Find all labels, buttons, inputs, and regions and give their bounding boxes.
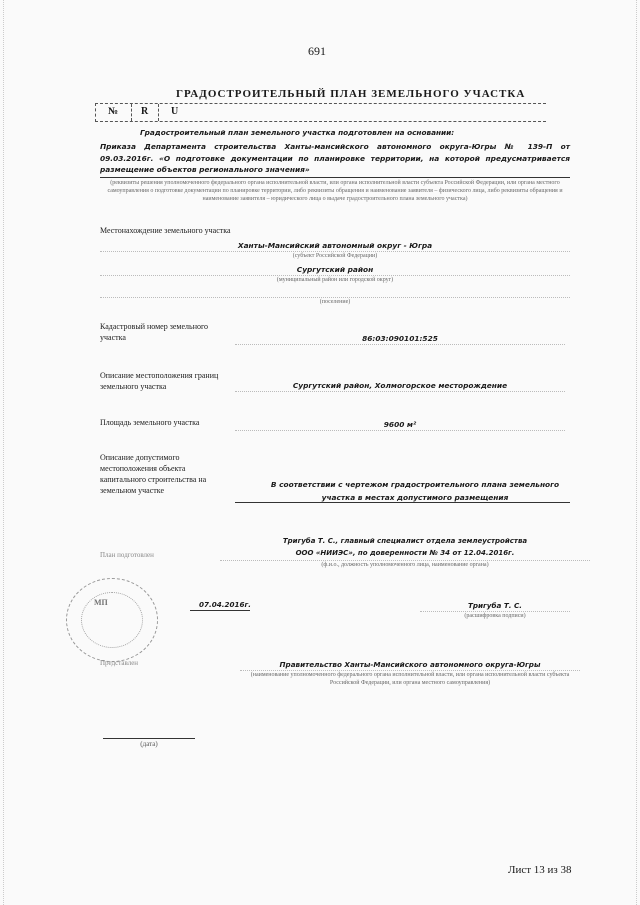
cadastral-label: Кадастровый номер земельного участка <box>100 322 209 342</box>
cadastral-value: 86:03:090101:525 <box>362 334 438 343</box>
number-r: R <box>141 106 149 117</box>
location-label: Местонахождение земельного участка <box>100 226 231 235</box>
plan-number-row <box>95 103 546 122</box>
placement-label: Описание допустимого местоположения объекта капитального строительства на земельном участке <box>100 453 207 495</box>
region-value: Ханты-Мансийский автономный округ - Югра <box>237 241 433 250</box>
number-u: U <box>171 106 179 117</box>
placement-value: В соответствии с чертежом градостроительного плана земельного участка в местах допустимого размещения <box>270 480 560 502</box>
district-caption: (муниципальный район или городской округ) <box>276 277 394 283</box>
boundaries-label: Описание местоположения границ земельного участка <box>100 371 219 391</box>
sign-name: Тригуба Т. С. <box>467 601 523 610</box>
boundaries-value: Сургутский район, Холмогорское месторождение <box>292 381 508 390</box>
area-value: 9600 м² <box>383 420 417 429</box>
preparer-line1: Тригуба Т. С., главный специалист отдела землеустройства <box>282 537 528 545</box>
area-label: Площадь земельного участка <box>100 418 200 427</box>
presented-caption: (наименование уполномоченного федерального органа исполнительной власти, или органа исполнительной власти субъекта Российской Федерации, или органа местного самоуправления) <box>250 672 570 686</box>
stamp-text: МП <box>94 598 108 607</box>
presented-label: Представлен <box>100 659 139 667</box>
sheet-label: Лист 13 из 38 <box>508 864 572 876</box>
page-number: 691 <box>308 44 326 58</box>
number-sign: № <box>108 106 119 117</box>
settlement-caption: (поселение) <box>319 299 351 305</box>
preparer-line2: ООО «НИИЭС», по доверенности № 34 от 12.04.2016г. <box>295 549 515 557</box>
preparer-caption: (ф.и.о., должность уполномоченного лица, наименование органа) <box>321 562 489 568</box>
presented-value: Правительство Ханты-Мансийского автономного округа-Югры <box>279 660 541 669</box>
document-title: ГРАДОСТРОИТЕЛЬНЫЙ ПЛАН ЗЕМЕЛЬНОГО УЧАСТКА <box>176 88 526 100</box>
prepared-label: План подготовлен <box>100 551 154 559</box>
sign-date: 07.04.2016г. <box>199 600 251 609</box>
date-caption: (дата) <box>140 740 158 748</box>
basis-caption: (реквизиты решения уполномоченного федерального органа исполнительной власти, или органа исполнительной власти субъекта Российской Федерации, или органа местного самоуправления о подготовке документации по планировке территории, либо реквизиты обращения и наименование заявителя – физического лица, либо реквизиты обращения и наименование заявителя – юридического лица о выдаче градостроительного плана земельного участка) <box>107 180 563 202</box>
region-caption: (субъект Российской Федерации) <box>292 253 378 259</box>
district-value: Сургутский район <box>296 265 374 274</box>
sign-caption: (расшифровка подписи) <box>464 613 526 619</box>
stamp <box>66 578 158 662</box>
basis-text: Приказа Департамента строительства Ханты-мансийского автономного округа-Югры № 139-П от 09.03.2016г. «О подготовке документации по планировке территории, на которой предусматривается размещение объектов регионального значения» <box>100 142 570 174</box>
basis-heading: Градостроительный план земельного участка подготовлен на основании: <box>140 128 455 137</box>
stamp-inner-ring <box>81 592 143 648</box>
